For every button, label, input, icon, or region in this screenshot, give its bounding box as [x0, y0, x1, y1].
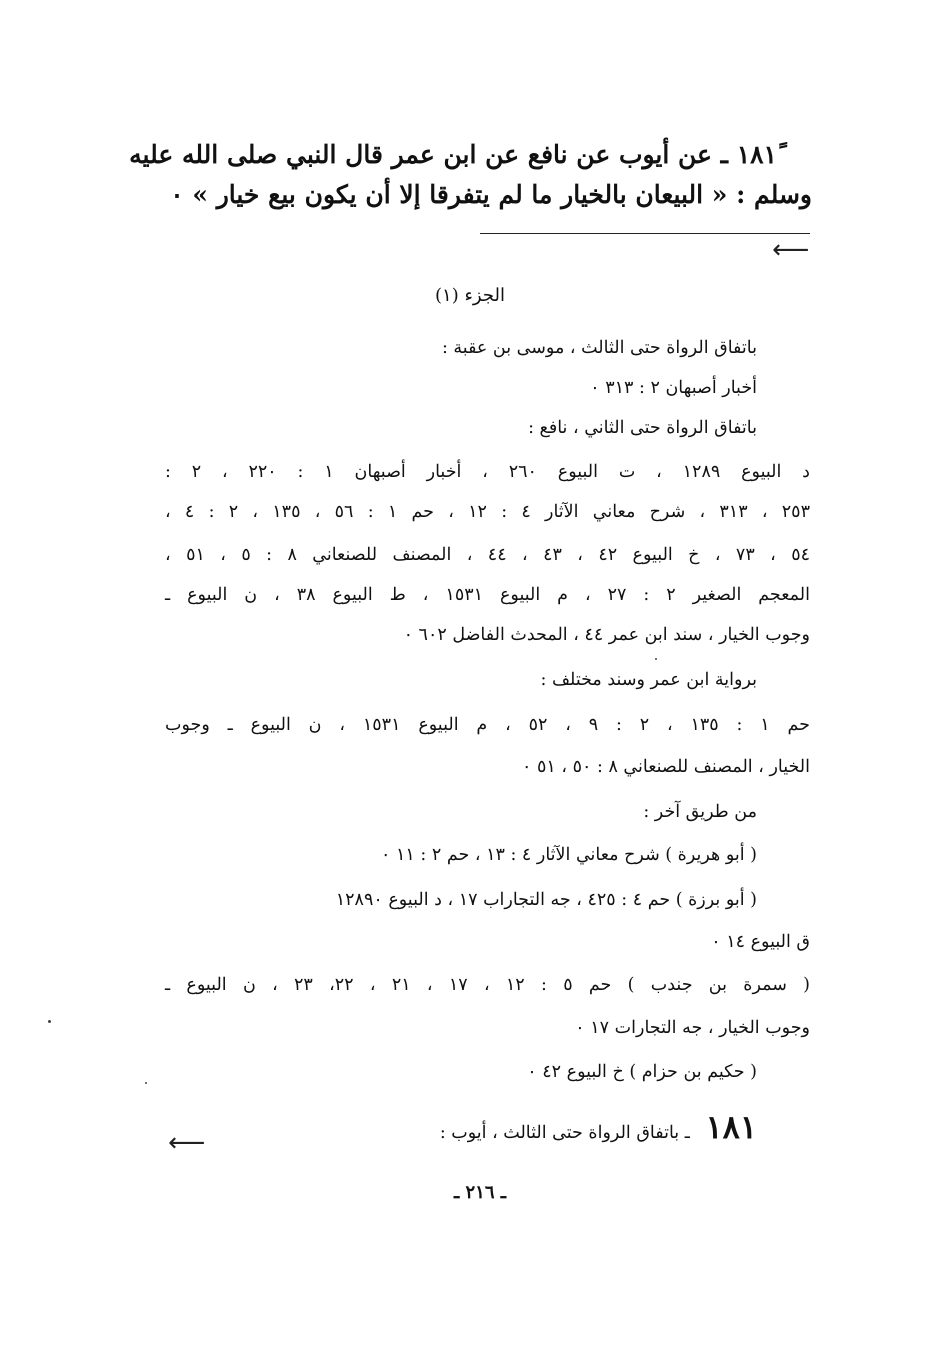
- arrow-icon: ⟵: [772, 235, 810, 265]
- scan-speck: [48, 1020, 51, 1023]
- footnote-line-1: باتفاق الرواة حتى الثالث ، موسى بن عقبة :: [441, 338, 757, 358]
- page-number: ـ ٢١٦ ـ: [453, 1182, 507, 1203]
- footnote-line-5: ٢٥٣ ، ٣١٣ ، شرح معاني الآثار ٤ : ١٢ ، حم ١ : ٥٦ ، ١٣٥ ، ٢ : ٤ ،: [165, 502, 810, 522]
- separator-rule: [480, 233, 810, 234]
- scan-speck: [655, 658, 657, 660]
- footnote-line-6: ٥٤ ، ٧٣ ، خ البيوع ٤٢ ، ٤٣ ، ٤٤ ، المصنف للصنعاني ٨ : ٥ ، ٥١ ،: [165, 545, 810, 565]
- footnote-line-3: باتفاق الرواة حتى الثاني ، نافع :: [528, 418, 757, 438]
- footnote-line-12: من طريق آخر :: [643, 802, 757, 822]
- footnote-line-4: د البيوع ١٢٨٩ ، ت البيوع ٢٦٠ ، أخبار أصبهان ١ : ٢٢٠ ، ٢ :: [165, 462, 810, 482]
- footnote-title: الجزء (١): [435, 285, 505, 306]
- arrow-icon-bottom: ⟵: [168, 1128, 206, 1158]
- footnote-line-16: ( سمرة بن جندب ) حم ٥ : ١٢ ، ١٧ ، ٢١ ، ٢٢، ٢٣ ، ن البيوع ـ: [165, 975, 811, 995]
- footnote-line-13: ( أبو هريرة ) شرح معاني الآثار ٤ : ١٣ ، حم ٢ : ١١ ٠: [381, 845, 757, 865]
- footnote-line-8: وجوب الخيار ، سند ابن عمر ٤٤ ، المحدث الفاضل ٦٠٢ ٠: [403, 625, 810, 645]
- footnote-line-10: حم ١ : ١٣٥ ، ٢ : ٩ ، ٥٢ ، م البيوع ١٥٣١ ، ن البيوع ـ وجوب: [165, 715, 810, 735]
- footnote-line-18: ( حكيم بن حزام ) خ البيوع ٤٢ ٠: [527, 1062, 757, 1082]
- footnote-line-14: ( أبو برزة ) حم ٤ : ٤٢٥ ، جه التجاراب ١٧ ، د البيوع ١٢٨٩٠: [335, 890, 757, 910]
- next-hadith-number: ١٨١: [705, 1108, 757, 1146]
- scan-speck: [145, 1082, 147, 1084]
- next-hadith-heading: [440, 1108, 757, 1146]
- next-hadith-text: ـ باتفاق الرواة حتى الثالث ، أيوب :: [439, 1123, 690, 1143]
- footnote-line-11: الخيار ، المصنف للصنعاني ٨ : ٥٠ ، ٥١ ٠: [522, 757, 810, 777]
- footnote-line-9: برواية ابن عمر وسند مختلف :: [540, 670, 757, 690]
- hadith-line-1: ١٨١ً ـ عن أيوب عن نافع عن ابن عمر قال النبي صلى الله عليه: [129, 140, 777, 169]
- footnote-line-17: وجوب الخيار ، جه التجارات ١٧ ٠: [575, 1018, 810, 1038]
- footnote-line-15: ق البيوع ١٤ ٠: [711, 932, 810, 952]
- footnote-line-7: المعجم الصغير ٢ : ٢٧ ، م البيوع ١٥٣١ ، ط البيوع ٣٨ ، ن البيوع ـ: [165, 585, 810, 605]
- footnote-line-2: أخبار أصبهان ٢ : ٣١٣ ٠: [590, 378, 757, 398]
- hadith-line-2: وسلم : « البيعان بالخيار ما لم يتفرقا إلا أن يكون بيع خيار » ٠: [170, 180, 812, 209]
